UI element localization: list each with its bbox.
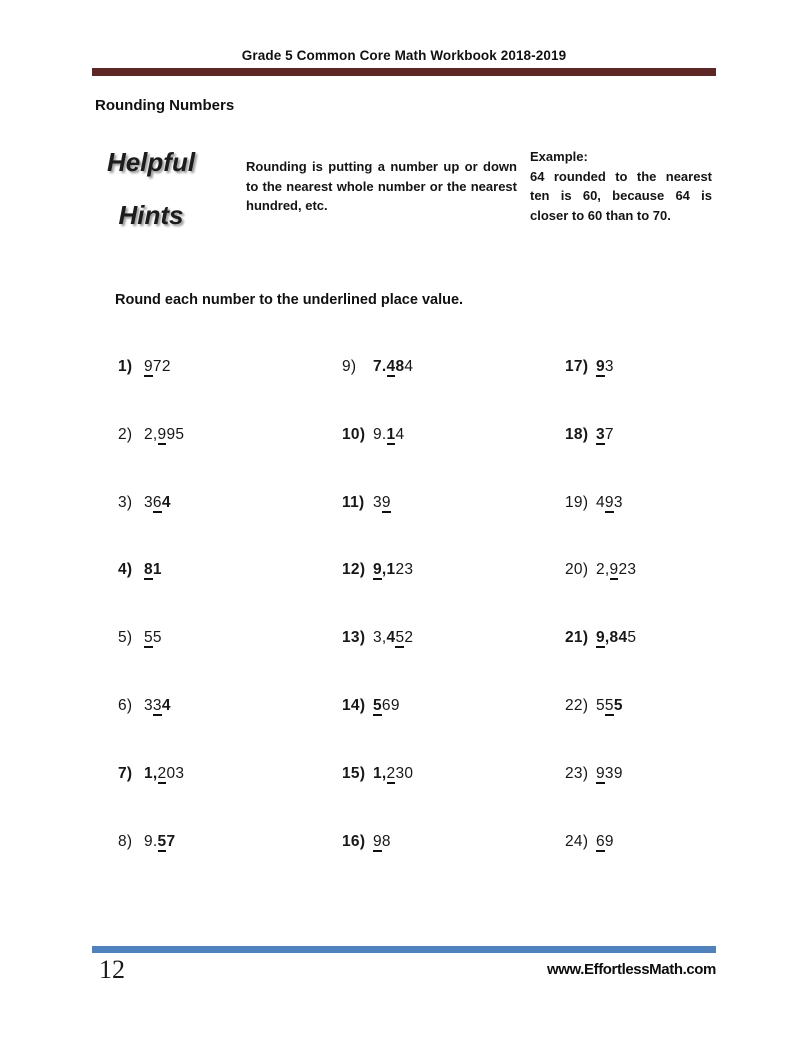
website-text: www.EffortlessMath.com [546,961,716,978]
problem-value: 3,452 [373,629,414,647]
problem-item [118,830,342,898]
problem-item [342,558,565,626]
problem-item [342,423,565,491]
problem-number: 17) [565,358,589,375]
problem-number: 22) [565,696,589,714]
problem-number: 4) [118,561,133,579]
problem-number: 15) [342,764,366,782]
problem-number: 12) [342,561,366,579]
problem-item [565,558,735,626]
problem-value: 939 [596,764,623,782]
problem-number: 13) [342,629,366,647]
problem-item [342,762,565,830]
problem-number: 19) [565,493,589,511]
problem-item [118,626,342,694]
footer-divider-rule [92,946,716,953]
problem-value: 972 [144,358,171,375]
problem-item [565,423,735,491]
problem-value: 2,995 [144,425,185,443]
problem-value: 9,845 [596,629,637,647]
problem-number: 21) [565,629,589,647]
problem-number: 2) [118,425,133,443]
problem-value: 55 [144,629,162,647]
problem-number: 8) [118,832,133,850]
problem-value: 569 [373,696,400,714]
problem-value: 9,123 [373,561,414,579]
problem-number: 10) [342,425,366,443]
section-title: Rounding Numbers [95,97,235,114]
problem-item [565,830,735,898]
helpful-hints-word1: Helpful [106,147,196,177]
problem-item [118,558,342,626]
problem-item [565,626,735,694]
problem-number: 6) [118,696,133,714]
problem-value: 7.484 [373,358,414,375]
problem-value: 93 [596,358,614,375]
problem-number: 3) [118,493,133,511]
problem-item [118,423,342,491]
problem-value: 39 [373,493,391,511]
problem-number: 9) [342,358,357,375]
problem-number: 1) [118,358,133,375]
problem-number: 16) [342,832,366,850]
problem-value: 9.14 [373,425,405,443]
problem-item [565,491,735,559]
problem-number: 23) [565,764,589,782]
problem-item [118,694,342,762]
instruction-text: Round each number to the underlined place value. [115,292,464,308]
problem-value: 2,923 [596,561,637,579]
problem-value: 81 [144,561,162,579]
problem-value: 37 [596,425,614,443]
page-number: 12 [99,955,125,984]
problem-item [118,762,342,830]
problem-item [342,830,565,898]
example-text: 64 rounded to the nearest ten is 60, because 64 is closer to 60 than to 70. [530,168,712,223]
header-divider-rule [92,68,716,76]
problem-value: 69 [596,832,614,850]
problem-item [118,491,342,559]
problem-value: 364 [144,493,171,511]
problem-value: 9.57 [144,832,176,850]
problem-item [342,491,565,559]
problem-item [565,694,735,762]
problem-value: 493 [596,493,623,511]
problems-grid [118,355,735,897]
problem-number: 24) [565,832,589,850]
problem-value: 1,230 [373,764,414,782]
problem-value: 98 [373,832,391,850]
problem-number: 20) [565,561,589,579]
problem-value: 334 [144,696,171,714]
page-header-title: Grade 5 Common Core Math Workbook 2018-2019 [241,48,567,63]
problem-item [565,762,735,830]
problem-value: 555 [596,696,623,714]
example-block [530,147,712,225]
helpful-hints-word2: Hints [118,200,184,230]
problem-number: 18) [565,425,589,443]
problem-number: 7) [118,764,133,782]
problem-value: 1,203 [144,764,185,782]
problem-number: 11) [342,493,365,511]
problem-item [342,355,565,423]
problem-item [565,355,735,423]
problem-number: 14) [342,696,366,714]
problem-item [342,694,565,762]
problem-number: 5) [118,629,133,647]
problem-item [342,626,565,694]
helpful-hints-label [103,148,199,229]
example-label: Example: [530,149,588,164]
hint-paragraph: Rounding is putting a number up or down to the nearest whole number or the nearest hundred, etc. [246,159,517,213]
problem-item [118,355,342,423]
